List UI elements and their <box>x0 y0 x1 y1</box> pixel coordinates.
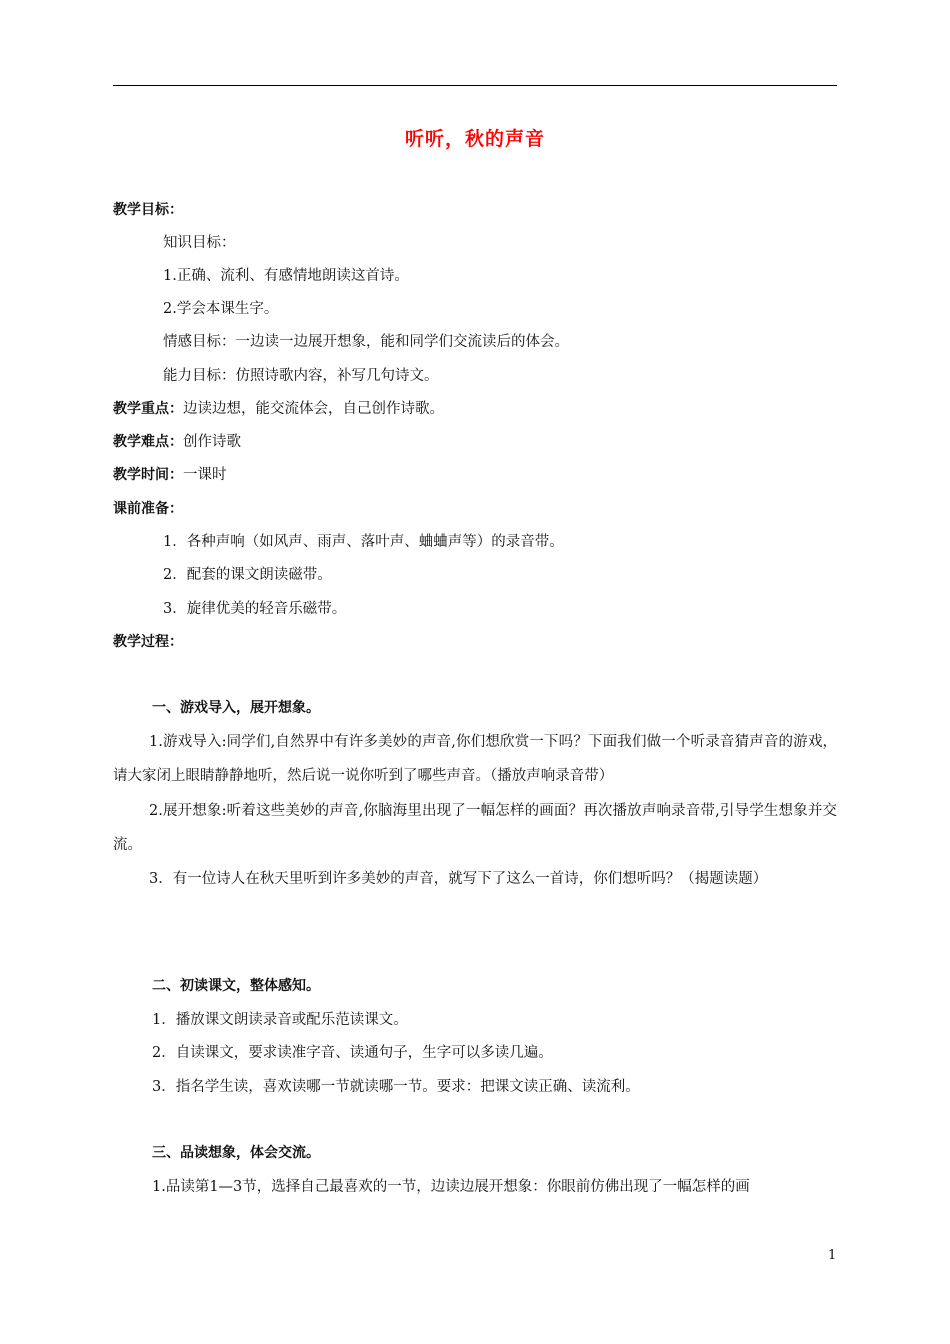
header-rule <box>113 85 837 86</box>
section1-paragraph: 1.游戏导入:同学们,自然界中有许多美妙的声音,你们想欣赏一下吗？下面我们做一个听录音猜声音的游戏，请大家闭上眼睛静静地听，然后说一说你听到了哪些声音。（播放声响录音带） <box>113 734 837 784</box>
key-points-label: 教学重点： <box>113 401 183 417</box>
section2-item: 3．指名学生读，喜欢读哪一节就读哪一节。要求：把课文读正确、读流利。 <box>152 1079 640 1095</box>
emotion-goal: 情感目标：一边读一边展开想象，能和同学们交流读后的体会。 <box>163 334 569 350</box>
ability-goal: 能力目标：仿照诗歌内容，补写几句诗文。 <box>163 368 439 384</box>
knowledge-label: 知识目标： <box>163 235 236 251</box>
section1-paragraph: 3．有一位诗人在秋天里听到许多美妙的声音，就写下了这么一首诗，你们想听吗？（揭题读题） <box>149 871 768 887</box>
section2-item: 2．自读课文，要求读准字音、读通句子，生字可以多读几遍。 <box>152 1045 553 1061</box>
time-text: 一课时 <box>183 467 227 483</box>
prep-item: 3．旋律优美的轻音乐磁带。 <box>163 601 347 617</box>
key-points-line <box>113 399 837 419</box>
objectives-heading: 教学目标： <box>113 202 183 218</box>
knowledge-item: 1.正确、流利、有感情地朗读这首诗。 <box>163 268 409 284</box>
time-line <box>113 465 837 485</box>
key-points-text: 边读边想，能交流体会，自己创作诗歌。 <box>183 401 444 417</box>
knowledge-item: 2.学会本课生字。 <box>163 301 279 317</box>
section2-item: 1．播放课文朗读录音或配乐范读课文。 <box>152 1012 408 1028</box>
process-heading: 教学过程： <box>113 634 183 650</box>
difficulty-label: 教学难点： <box>113 434 183 450</box>
difficulty-text: 创作诗歌 <box>183 434 241 450</box>
section1-heading: 一、游戏导入，展开想象。 <box>152 700 320 716</box>
document-title: 听听，秋的声音 <box>404 128 545 150</box>
page-number: 1 <box>828 1248 837 1263</box>
prep-item: 2．配套的课文朗读磁带。 <box>163 567 332 583</box>
section3-paragraph: 1.品读第1—3节，选择自己最喜欢的一节，边读边展开想象：你眼前仿佛出现了一幅怎样的画 <box>152 1179 750 1195</box>
prep-item: 1．各种声响（如风声、雨声、落叶声、蛐蛐声等）的录音带。 <box>163 534 564 550</box>
prep-heading: 课前准备： <box>113 501 183 517</box>
section3-heading: 三、品读想象，体会交流。 <box>152 1145 320 1161</box>
section1-paragraph: 2.展开想象:听着这些美妙的声音,你脑海里出现了一幅怎样的画面？再次播放声响录音带,引导学生想象并交流。 <box>113 803 837 853</box>
section2-heading: 二、初读课文，整体感知。 <box>152 978 320 994</box>
difficulty-line <box>113 432 837 452</box>
time-label: 教学时间： <box>113 467 183 483</box>
